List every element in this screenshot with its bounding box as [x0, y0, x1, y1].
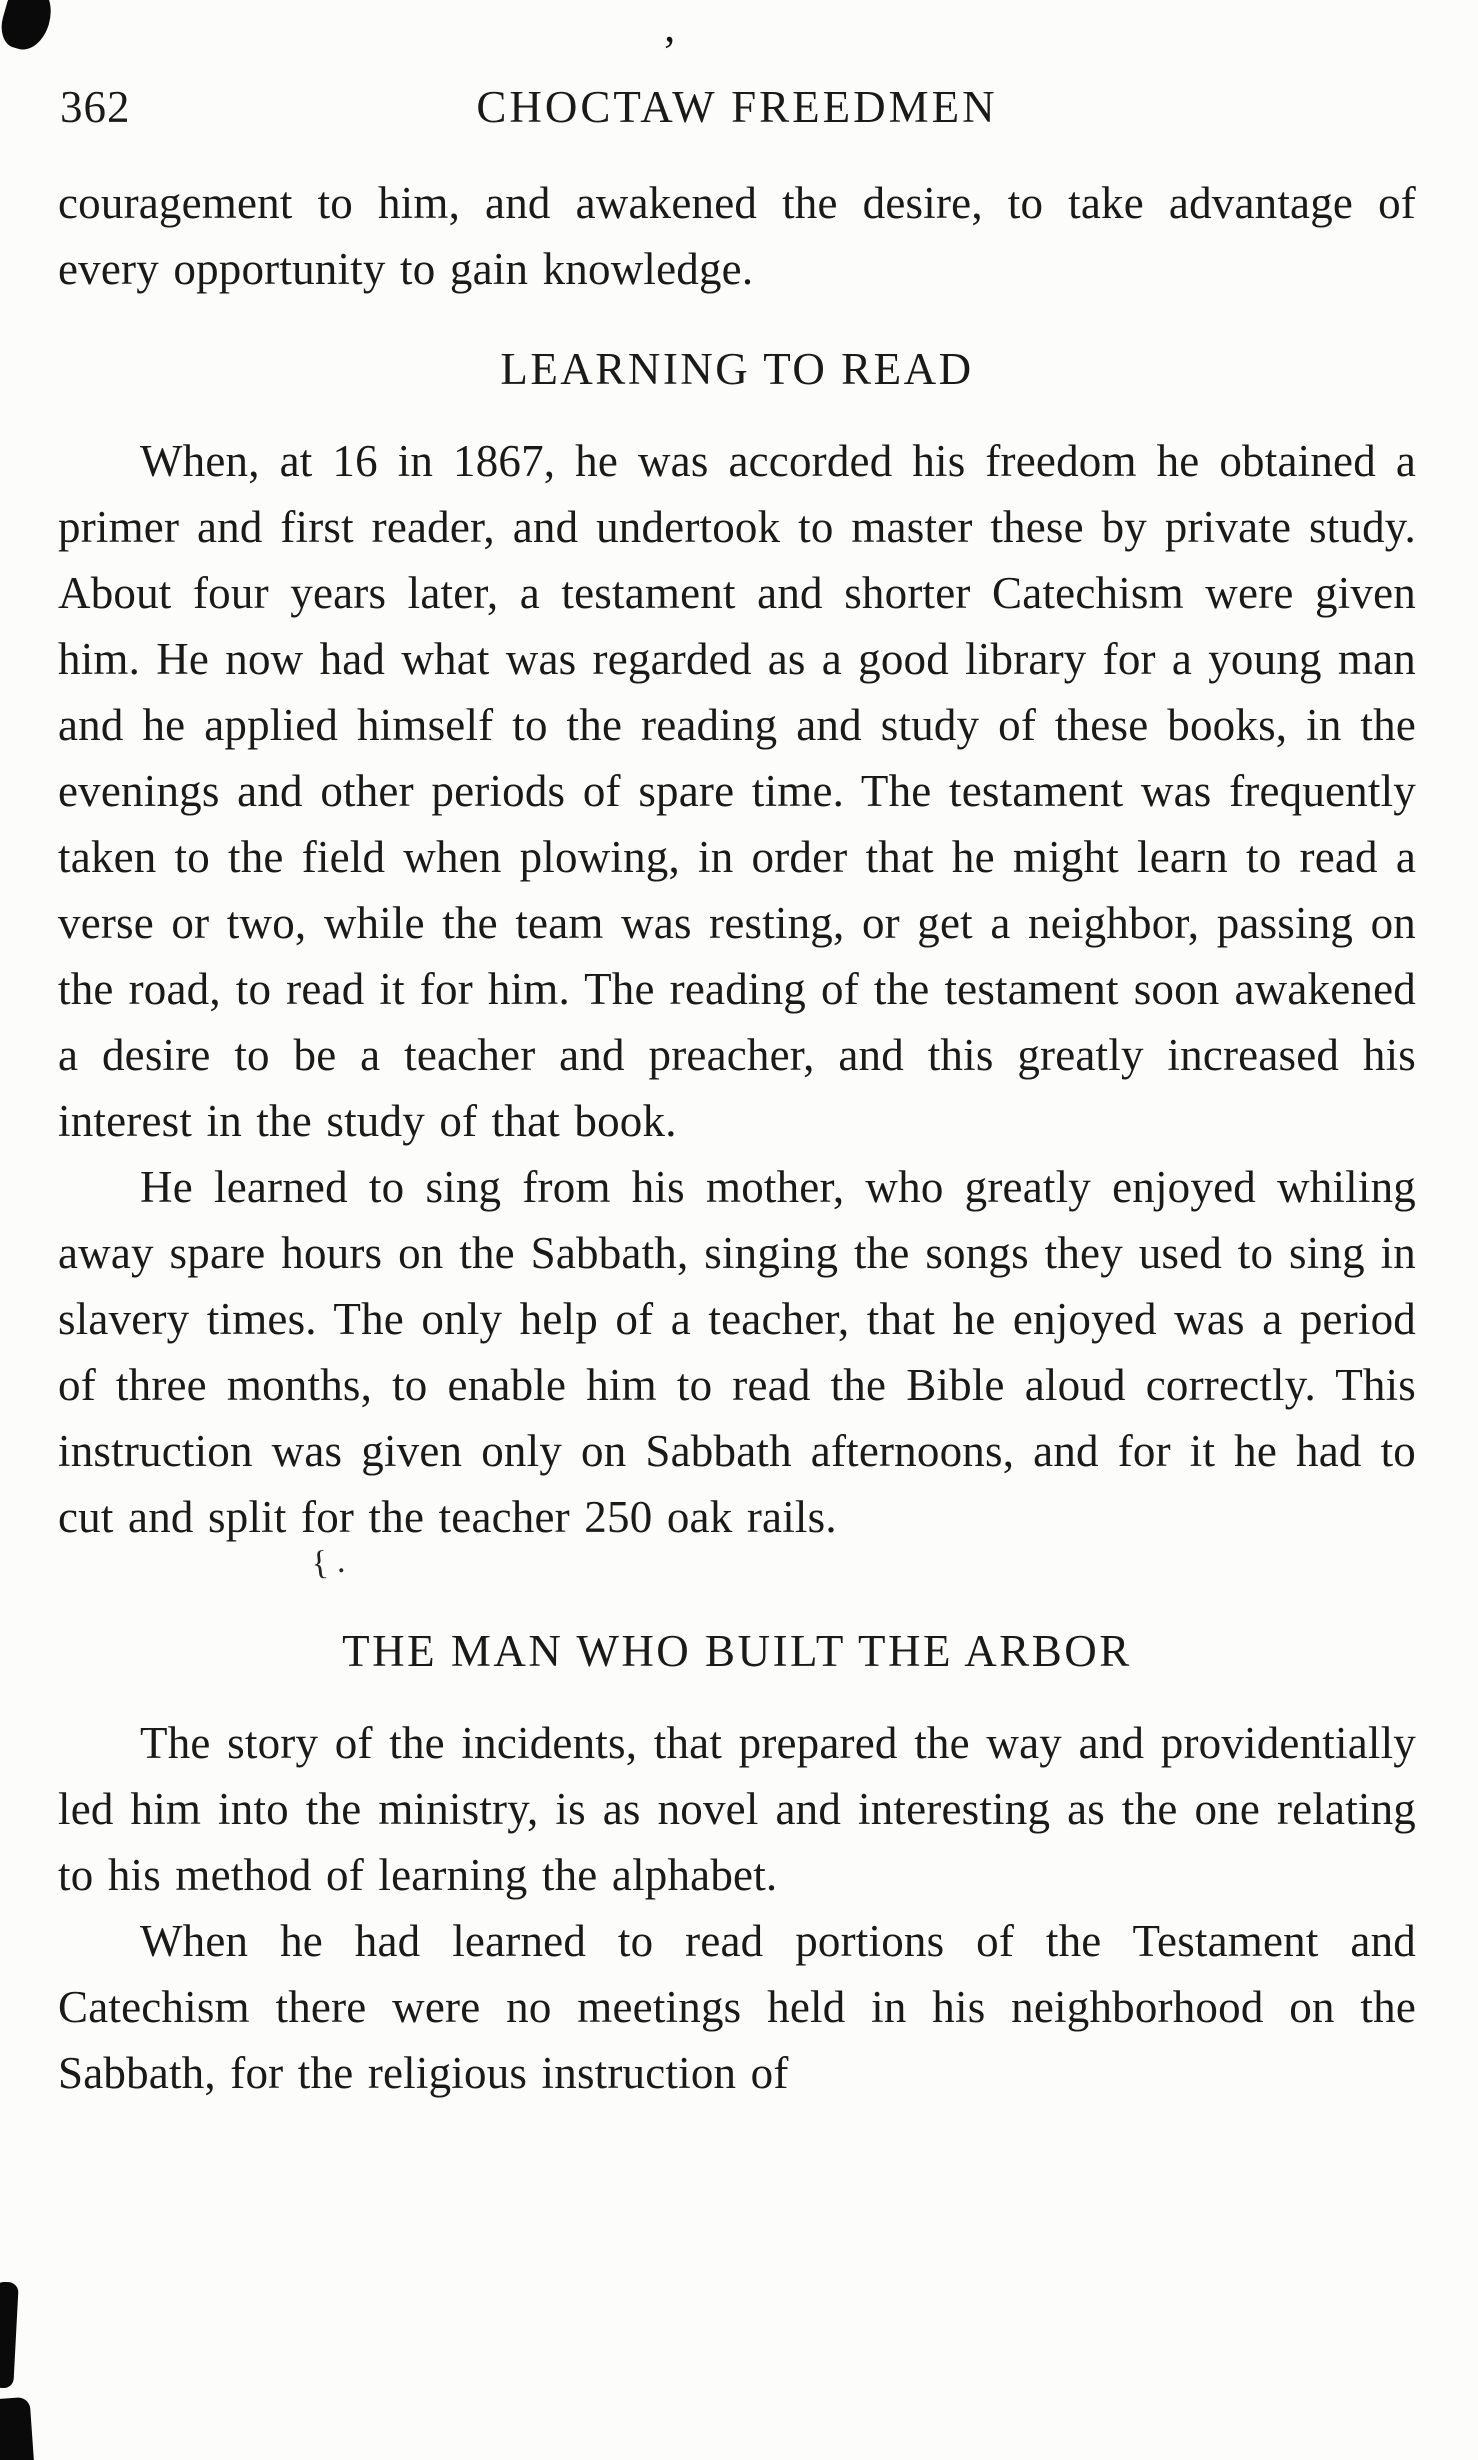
- paragraph-continuation: couragement to him, and awakened the desire, to take advantage of every opportunity to gain knowledge.: [58, 178, 1416, 294]
- scan-artifact: { .: [309, 1542, 347, 1583]
- scan-artifact: [0, 2281, 19, 2388]
- scan-artifact: ’: [662, 27, 677, 76]
- paragraph: He learned to sing from his mother, who greatly enjoyed whiling away spare hours on the Sabbath, singing the songs they used to sing in slavery times. The only help of a teacher, that he enjoyed was a period of three months, to enable him to read the Bible aloud correctly. This instruction was given only on Sabbath afternoons, and for it he had to cut and split for the teacher 250 oak rails.: [58, 1162, 1416, 1542]
- paragraph: When, at 16 in 1867, he was accorded his freedom he obtained a primer and first reader, and undertook to master these by private study. About four years later, a testament and shorter Catechism were given him. He now had what was regarded as a good library for a young man and he applied himself to the reading and study of these books, in the evenings and other periods of spare time. The testament was frequently taken to the field when plowing, in order that he might learn to read a verse or two, while the team was resting, or get a neighbor, passing on the road, to read it for him. The reading of the testament soon awakened a desire to be a teacher and preacher, and this greatly increased his interest in the study of that book.: [58, 436, 1416, 1146]
- page-number: 362: [60, 82, 131, 132]
- page-header: [58, 74, 1416, 140]
- running-title: CHOCTAW FREEDMEN: [476, 82, 998, 132]
- scan-artifact: [0, 2397, 34, 2460]
- section-heading-learning-to-read: LEARNING TO READ: [500, 344, 974, 394]
- paragraph: The story of the incidents, that prepared the way and providentially led him into the ministry, is as novel and interesting as the one relating to his method of learning the alphabet.: [58, 1718, 1416, 1900]
- paragraph: When he had learned to read portions of the Testament and Catechism there were no meetings held in his neighborhood on the Sabbath, for the religious instruction of: [58, 1916, 1416, 2098]
- page-body: [58, 170, 1416, 2106]
- section-heading-man-who-built-arbor: THE MAN WHO BUILT THE ARBOR: [342, 1626, 1132, 1676]
